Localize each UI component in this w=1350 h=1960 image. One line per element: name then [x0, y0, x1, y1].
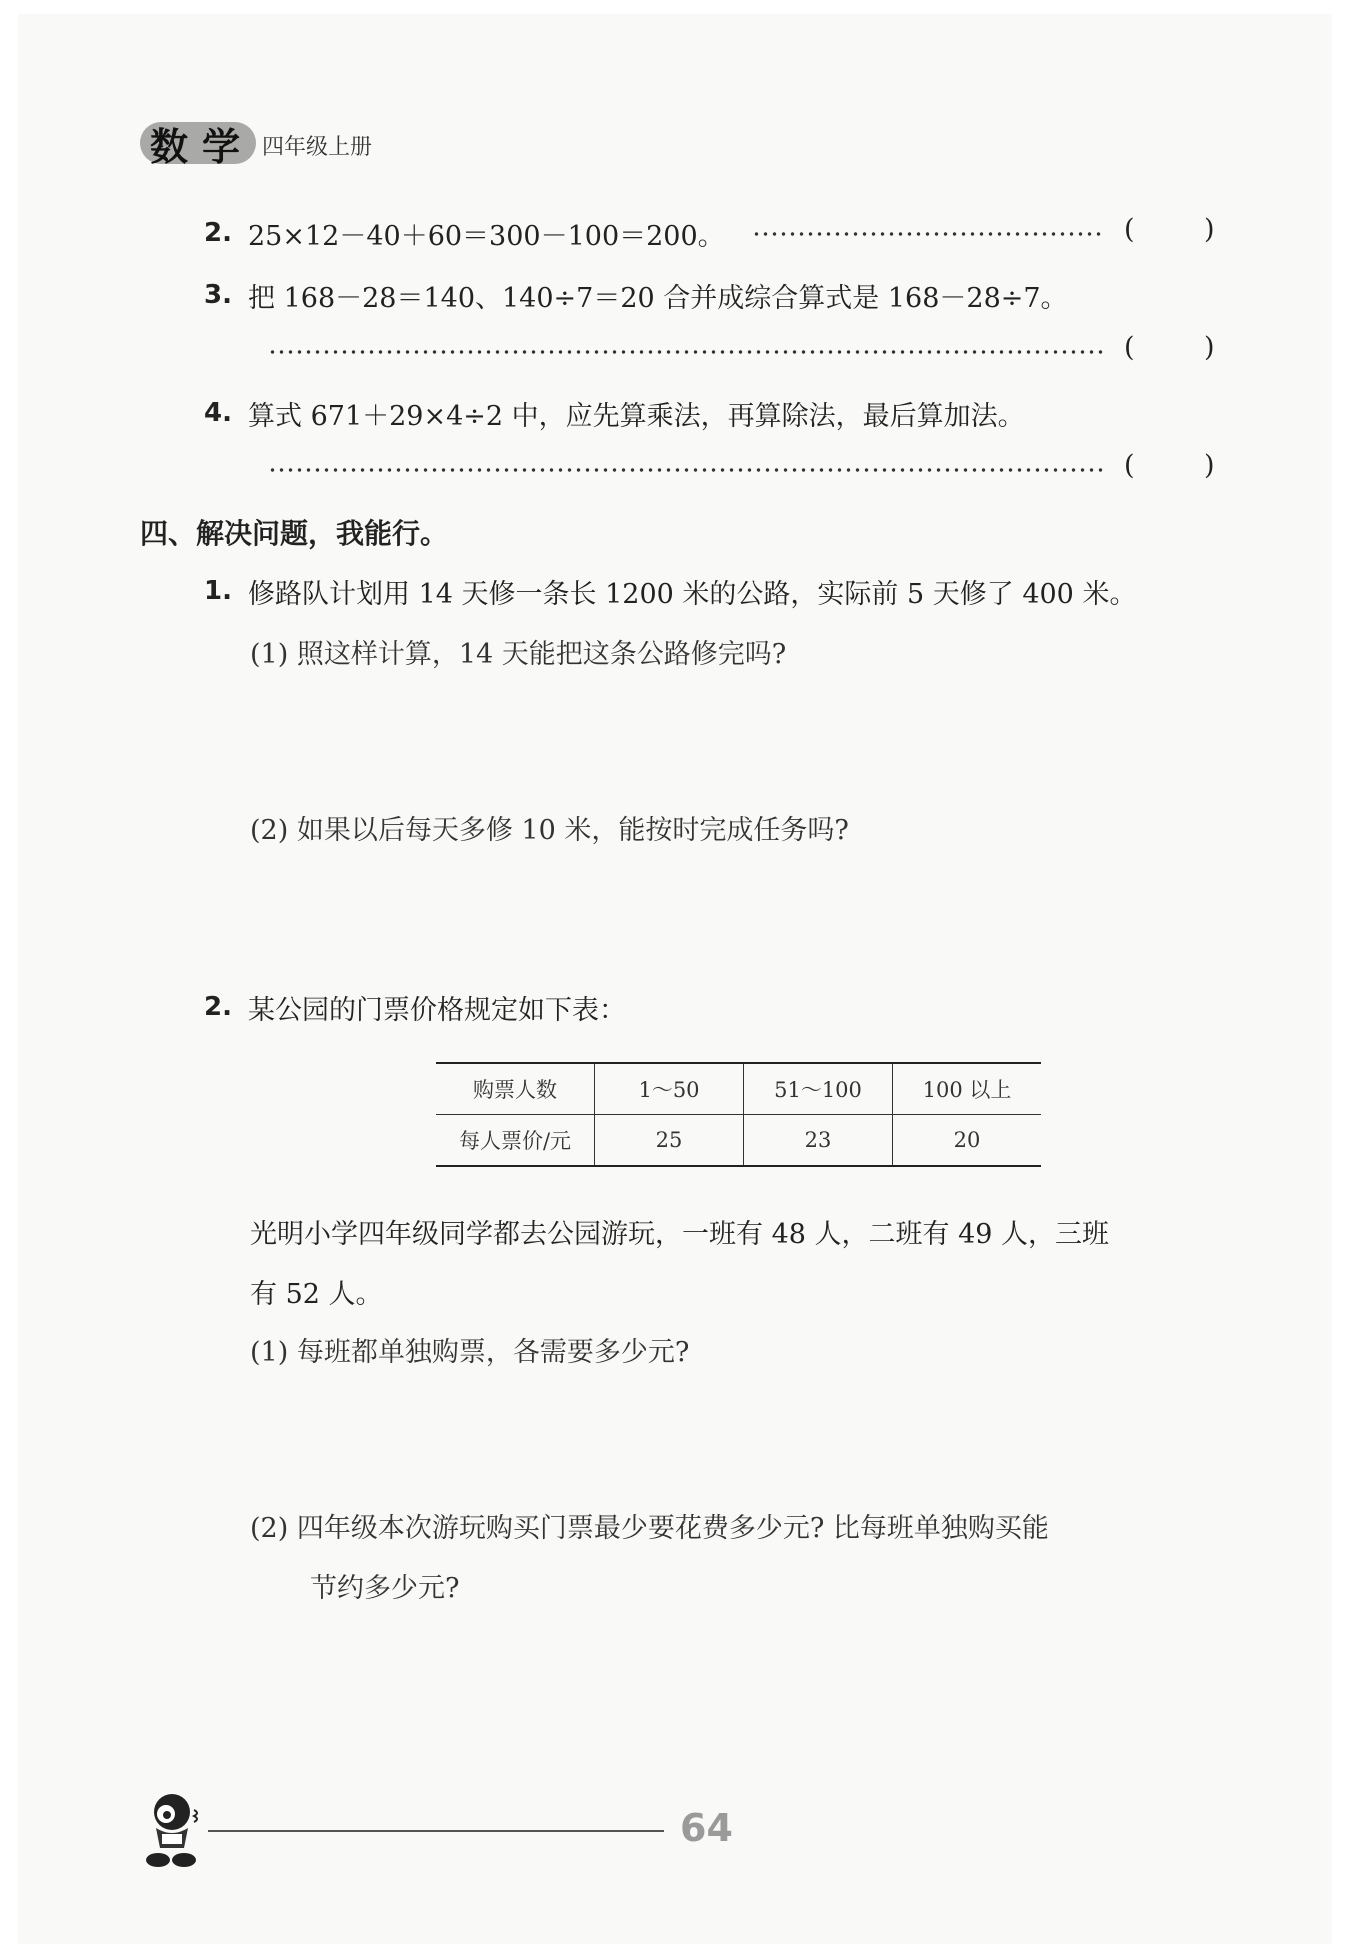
section-title: 四、解决问题，我能行。: [140, 517, 449, 550]
answer-paren-open[interactable]: (: [1124, 214, 1135, 245]
paragraph-line: 有 52 人。: [250, 1279, 383, 1310]
sub-question: (2) 四年级本次游玩购买门票最少要花费多少元? 比每班单独购买能: [250, 1513, 1049, 1544]
question-text: 某公园的门票价格规定如下表：: [248, 995, 626, 1026]
table-cell: 20: [893, 1115, 1042, 1167]
question-number: 2.: [204, 218, 232, 248]
question-number: 3.: [204, 280, 232, 310]
dotted-leader: [268, 468, 1106, 472]
question-number: 4.: [204, 398, 232, 428]
subject-title: 数学: [150, 125, 255, 169]
answer-paren-open[interactable]: (: [1124, 450, 1135, 481]
table-cell: 51～100: [744, 1063, 893, 1115]
dotted-leader: [268, 350, 1106, 354]
table-header-row: [436, 1063, 1041, 1115]
ticket-price-table: [436, 1062, 1041, 1167]
table-cell: 25: [595, 1115, 744, 1167]
sub-question: 节约多少元?: [310, 1573, 460, 1604]
answer-paren-close[interactable]: ): [1204, 450, 1215, 481]
grade-label: 四年级上册: [262, 135, 373, 160]
sub-question: (1) 每班都单独购票，各需要多少元?: [250, 1337, 690, 1368]
sub-question: (2) 如果以后每天多修 10 米，能按时完成任务吗?: [250, 815, 849, 846]
table-cell: 1～50: [595, 1063, 744, 1115]
footer-rule: [208, 1830, 664, 1832]
paragraph-line: 光明小学四年级同学都去公园游玩，一班有 48 人，二班有 49 人，三班: [250, 1219, 1110, 1250]
table-cell: 23: [744, 1115, 893, 1167]
mascot-icon: [138, 1790, 210, 1870]
question-text: 把 168－28＝140、140÷7＝20 合并成综合算式是 168－28÷7。: [248, 283, 1068, 314]
question-number: 2.: [204, 992, 232, 1022]
question-text: 25×12－40＋60＝300－100＝200。: [248, 221, 725, 252]
answer-paren-close[interactable]: ): [1204, 332, 1215, 363]
question-number: 1.: [204, 576, 232, 606]
table-row: [436, 1115, 1041, 1167]
table-cell: 每人票价/元: [436, 1115, 595, 1167]
question-text: 算式 671＋29×4÷2 中，应先算乘法，再算除法，最后算加法。: [248, 401, 1025, 432]
answer-paren-close[interactable]: ): [1204, 214, 1215, 245]
table-cell: 购票人数: [436, 1063, 595, 1115]
dotted-leader: [752, 232, 1104, 236]
page-number: 64: [680, 1806, 733, 1850]
table-cell: 100 以上: [893, 1063, 1042, 1115]
question-text: 修路队计划用 14 天修一条长 1200 米的公路，实际前 5 天修了 400 米。: [248, 579, 1137, 610]
sub-question: (1) 照这样计算，14 天能把这条公路修完吗?: [250, 639, 787, 670]
answer-paren-open[interactable]: (: [1124, 332, 1135, 363]
